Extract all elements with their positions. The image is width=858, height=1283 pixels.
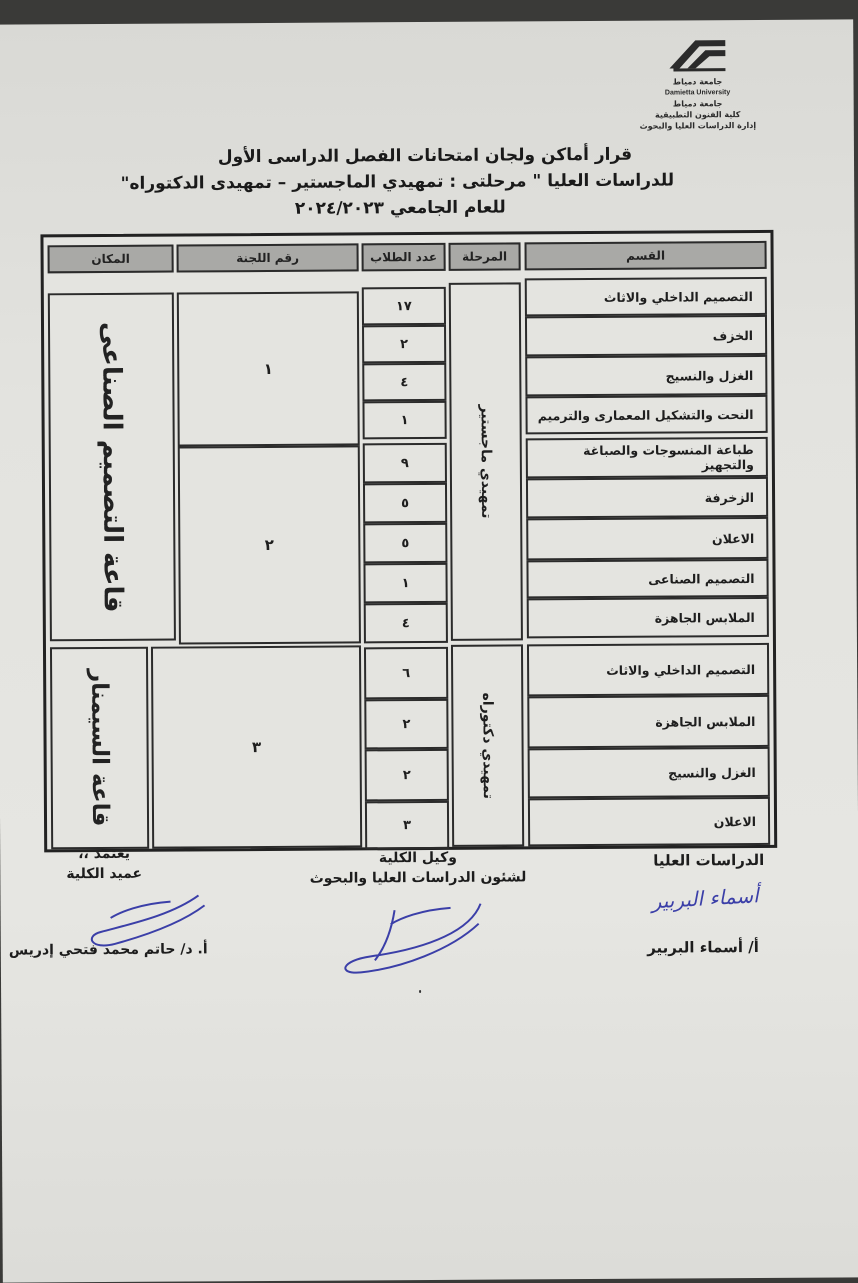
students-cell: ٢ <box>363 325 447 364</box>
committee-cell: ٣ <box>152 645 363 848</box>
signature-dean <box>67 844 143 884</box>
students-cell: ٥ <box>364 523 448 564</box>
signature-vice-dean <box>310 847 527 888</box>
department-cell: الاعلان <box>529 797 771 846</box>
logo-text: جامعة دمياط <box>673 77 724 87</box>
students-cell: ١ <box>364 563 448 604</box>
place-cell <box>51 647 150 850</box>
department-cell: الاعلان <box>527 517 769 560</box>
document-page <box>0 19 858 1282</box>
students-cell: ٩ <box>364 443 448 484</box>
signature-approval: يعتمد ،، <box>79 845 132 863</box>
students-cell: ٢ <box>365 699 449 750</box>
students-cell: ٦ <box>365 647 449 700</box>
department-cell: الخزف <box>526 315 768 356</box>
department-cell: التصميم الصناعى <box>527 559 769 598</box>
signature-title: وكيل الكلية <box>379 849 458 867</box>
committee-cell: ٢ <box>179 445 362 644</box>
document-title: قرار أماكن ولجان امتحانات الفصل الدراسى الأول <box>218 144 634 168</box>
header-place: المكان <box>49 245 175 274</box>
department-cell: طباعة المنسوجات والصباغة والتجهيز <box>527 437 769 478</box>
place-cell <box>49 293 177 642</box>
university-name-en: Damietta University <box>665 89 732 97</box>
header-committee: رقم اللجنة <box>178 243 360 272</box>
stage-label: تمهيدي ماجستير <box>478 404 496 519</box>
department-cell: التصميم الداخلي والاثاث <box>526 277 768 316</box>
department-cell: الغزل والنسيج <box>529 747 771 798</box>
students-cell: ٢ <box>366 749 450 802</box>
document-subtitle: للدراسات العليا " مرحلتى : تمهيدي الماجستير – تمهيدى الدكتوراه" <box>121 170 676 194</box>
students-cell: ١٧ <box>363 287 447 326</box>
students-cell: ٤ <box>365 603 449 644</box>
ink-speck <box>420 990 422 993</box>
header-stage: المرحلة <box>450 242 522 270</box>
signature-title: الدراسات العليا <box>654 850 766 870</box>
signature-graduate-studies <box>654 850 765 871</box>
department-cell: الزخرفة <box>527 477 769 518</box>
department-cell: الملابس الجاهزة <box>528 597 770 638</box>
handwritten-name: أسماء البربير <box>651 883 761 914</box>
students-cell: ١ <box>363 401 447 440</box>
header-department: القسم <box>526 241 768 270</box>
stage-label: تمهيدي دكتوراه <box>480 692 497 799</box>
stage-cell-masters <box>450 282 524 640</box>
students-cell: ٥ <box>364 483 448 524</box>
academic-year: للعام الجامعي ٢٠٢٤/٢٠٢٣ <box>295 197 507 219</box>
students-cell: ٣ <box>366 801 450 850</box>
header-students: عدد الطلاب <box>363 243 447 272</box>
faculty-name: كلية الفنون التطبيقية <box>655 110 742 120</box>
vice-dean-signature-icon <box>331 890 502 981</box>
department-cell: النحت والتشكيل المعمارى والترميم <box>526 395 768 434</box>
exam-committees-table <box>41 230 778 852</box>
department-cell: الغزل والنسيج <box>526 355 768 396</box>
place-label: قاعة التصميم الصناعى <box>96 321 129 613</box>
department-cell: التصميم الداخلي والاثاث <box>528 643 770 696</box>
dean-name: أ. د/ حاتم محمد فتحي إدريس <box>9 941 209 959</box>
students-cell: ٤ <box>363 363 447 402</box>
university-logo-icon <box>666 34 730 74</box>
signatory-name: أ/ أسماء البربير <box>648 937 760 957</box>
committee-cell: ١ <box>178 291 361 446</box>
place-label: قاعة السيمنار <box>87 669 115 827</box>
letterhead <box>638 34 759 132</box>
signature-subtitle: لشئون الدراسات العليا والبحوث <box>310 869 528 887</box>
department-name: إدارة الدراسات العليا والبحوث <box>640 120 758 131</box>
university-name-ar: جامعة دمياط <box>673 99 724 109</box>
signature-title: عميد الكلية <box>67 865 144 883</box>
department-cell: الملابس الجاهزة <box>528 695 770 748</box>
stage-cell-doctorate <box>452 644 525 846</box>
